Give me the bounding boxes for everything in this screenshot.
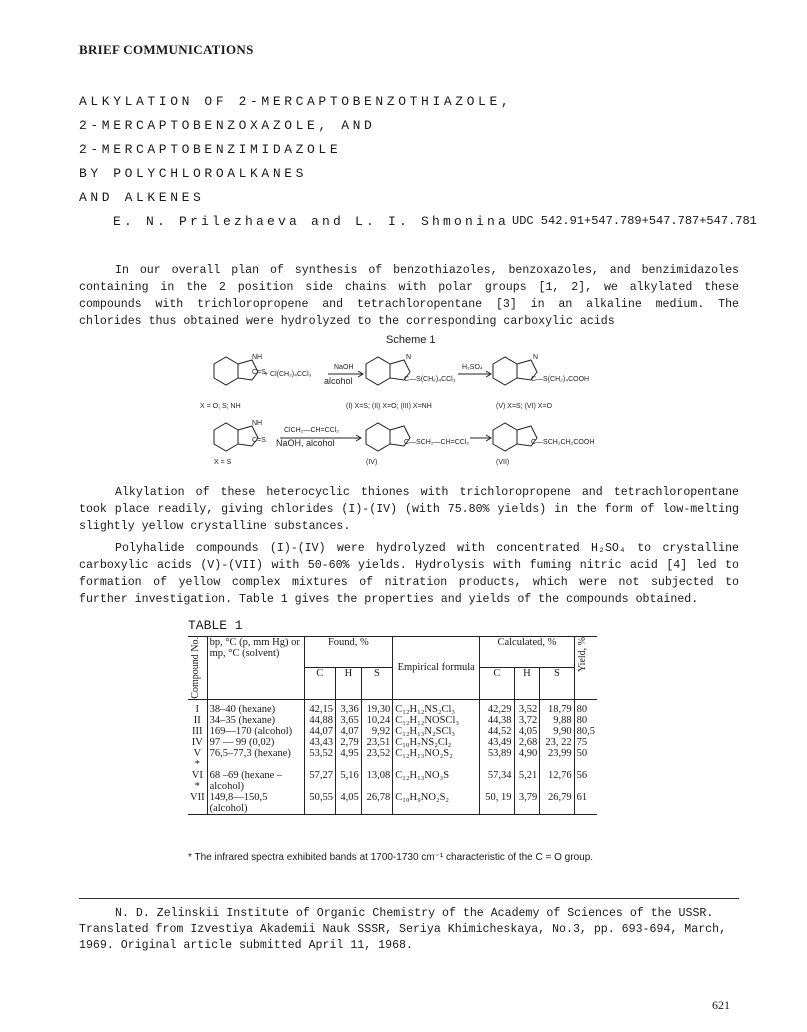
alcohol-label: alcohol (324, 376, 353, 386)
product-2: C—S(CH₂)₄COOH (531, 376, 590, 383)
cell-formula: C₁₂H₁₃N₂SCl₃ (393, 726, 480, 737)
cell-formula: C₁₂H₁₂NOSCl₃ (393, 715, 480, 726)
cell-bp: 38–40 (hexane) (207, 699, 304, 715)
cell-fs: 19,30 (361, 699, 392, 715)
cell-cc: 44,38 (480, 715, 514, 726)
page-number: 621 (712, 998, 730, 1012)
naoh-label: NaOH (334, 364, 354, 371)
paragraph-3: Polyhalide compounds (I)-(IV) were hydrolyzed with concentrated H₂SO₄ to crystalline carboxylic acids (V)-(VII) with 50-60% yields. Hydrolysis with fuming nitric acid [4] led to formation of yellow complex mixtures of nitration products, which were not subjected to further investigation. Table 1 gives the properties and yields of the compounds obtained. (79, 542, 739, 606)
cell-formula: C₁₀H₉NO₂S₂ (393, 792, 480, 815)
cell-no: III (192, 725, 203, 737)
col-found-c: C (304, 668, 335, 699)
cell-fh: 4,07 (336, 726, 362, 737)
cell-fs: 23,52 (361, 748, 392, 770)
naoh-alcohol-label: NaOH, alcohol (276, 438, 335, 448)
col-found-h: H (336, 668, 362, 699)
nh-label-2: NH (252, 420, 263, 427)
table-footnote: * The infrared spectra exhibited bands at 1700-1730 cm⁻¹ characteristic of the C = O group. (188, 852, 594, 863)
x-note-1: X = O; S; NH (200, 403, 241, 410)
data-table (188, 636, 597, 815)
cell-no: II (193, 714, 201, 726)
cell-fc: 53,52 (304, 748, 335, 770)
title-line-3: 2-MERCAPTOBENZIMIDAZOLE (79, 142, 342, 157)
cell-fh: 4,95 (336, 748, 362, 770)
cell-fh: 2,79 (336, 737, 362, 748)
benzene-ring-1 (214, 357, 238, 385)
cell-fs: 23,51 (361, 737, 392, 748)
title-line-4: BY POLYCHLOROALKANES (79, 166, 308, 181)
product-4: C—SCH₂CH₂COOH (531, 439, 595, 446)
table-row (188, 737, 597, 748)
col-compound: Compound No. (188, 637, 207, 700)
divider (79, 898, 739, 899)
benzene-ring-3 (493, 357, 517, 385)
cell-y: 80 (574, 715, 597, 726)
col-calc-c: C (480, 668, 514, 699)
table-row (188, 726, 597, 737)
body-paragraph-3 (79, 540, 739, 608)
cell-formula: C₁₂H₁₃NO₂S₂ (393, 748, 480, 770)
cell-fh: 3,36 (336, 699, 362, 715)
ids-2: (V) X=S; (VI) X=O (496, 403, 553, 410)
benzene-ring-4 (214, 423, 238, 451)
cell-ch: 4,90 (514, 748, 540, 770)
cell-cc: 44,52 (480, 726, 514, 737)
col-calc-s: S (540, 668, 574, 699)
cell-cs: 26,79 (540, 792, 574, 815)
cs-label-2: C=S (252, 437, 266, 444)
cell-cs: 9,90 (540, 726, 574, 737)
cell-cs: 18,79 (540, 699, 574, 715)
reaction-scheme (200, 352, 600, 472)
affiliation-text: N. D. Zelinskii Institute of Organic Chemistry of the Academy of Sciences of the USSR. Translated from Izvestiya Akademii Nauk SSSR, Seriya Khimicheskaya, No.3, pp. 693-694, March, 1969. Original article submitted April 11, 1968. (79, 907, 727, 952)
cell-bp: 34–35 (hexane) (207, 715, 304, 726)
product-1: C—S(CH₂)₄CCl₃ (404, 376, 456, 383)
cell-y: 50 (574, 748, 597, 770)
ids-1: (I) X=S; (II) X=O; (III) X=NH (346, 403, 432, 410)
cell-y: 61 (574, 792, 597, 815)
cell-formula: C₁₂H₁₃NO₃S (393, 770, 480, 792)
cell-bp: 76,5–77,3 (hexane) (207, 748, 304, 770)
section-header: BRIEF COMMUNICATIONS (79, 42, 254, 57)
cell-ch: 3,52 (514, 699, 540, 715)
cell-formula: C₁₂H₁₂NS₂Cl₃ (393, 699, 480, 715)
cell-cc: 42,29 (480, 699, 514, 715)
benzene-ring-5 (366, 423, 390, 451)
table-row (188, 792, 597, 815)
cell-fc: 57,27 (304, 770, 335, 792)
cell-fc: 43,43 (304, 737, 335, 748)
x-note-2: X = S (214, 459, 232, 466)
cell-y: 56 (574, 770, 597, 792)
cell-cs: 9,88 (540, 715, 574, 726)
cell-no: IV (191, 736, 203, 748)
cell-cs: 23, 22 (540, 737, 574, 748)
cell-cc: 53,89 (480, 748, 514, 770)
cell-bp: 68 –69 (hexane – alcohol) (207, 770, 304, 792)
table-row (188, 748, 597, 770)
cell-fc: 44,88 (304, 715, 335, 726)
cell-bp: 149,8—150,5 (alcohol) (207, 792, 304, 815)
title-line-2: 2-MERCAPTOBENZOXAZOLE, AND (79, 118, 376, 133)
title-line-1: ALKYLATION OF 2-MERCAPTOBENZOTHIAZOLE, (79, 94, 513, 109)
benzene-ring-2 (366, 357, 390, 385)
cell-fs: 13,08 (361, 770, 392, 792)
cell-ch: 3,72 (514, 715, 540, 726)
cell-no: I (195, 703, 200, 715)
cell-cs: 12,76 (540, 770, 574, 792)
table-body (188, 699, 597, 814)
n-label-2: N (533, 354, 539, 361)
cell-formula: C₁₀H₇NS₂Cl₂ (393, 737, 480, 748)
cell-fh: 4,05 (336, 792, 362, 815)
cell-ch: 2,68 (514, 737, 540, 748)
nh-label: NH (252, 354, 263, 361)
cell-ch: 3,79 (514, 792, 540, 815)
intro-paragraph (79, 262, 739, 330)
col-found: Found, % (304, 637, 393, 668)
title-line-5: AND ALKENES (79, 190, 205, 205)
table-row (188, 699, 597, 715)
cell-fs: 26,78 (361, 792, 392, 815)
col-calc-h: H (514, 668, 540, 699)
cell-y: 80 (574, 699, 597, 715)
h2so4-label: H₂SO₄ (462, 364, 483, 371)
cell-fh: 3,65 (336, 715, 362, 726)
cell-cc: 57,34 (480, 770, 514, 792)
cell-fh: 5,16 (336, 770, 362, 792)
authors: E. N. Prilezhaeva and L. I. Shmonina (113, 214, 510, 229)
body-paragraph-2 (79, 484, 739, 535)
cell-bp: 97 — 99 (0,02) (207, 737, 304, 748)
product-3: C—SCH₂—CH=CCl₂ (404, 439, 470, 446)
id-vii: (VII) (496, 459, 510, 466)
udc-code: UDC 542.91+547.789+547.787+547.781 (512, 214, 757, 228)
table-row (188, 715, 597, 726)
cell-fs: 10,24 (361, 715, 392, 726)
reagent-1: + Cl(CH₂)₄CCl₃ (264, 371, 312, 378)
id-iv: (IV) (366, 459, 378, 466)
cell-cs: 23,99 (540, 748, 574, 770)
cell-fc: 42,15 (304, 699, 335, 715)
cell-fc: 50,55 (304, 792, 335, 815)
cell-ch: 5,21 (514, 770, 540, 792)
cell-bp: 169—170 (alcohol) (207, 726, 304, 737)
cell-fs: 9,92 (361, 726, 392, 737)
cell-no: V * (193, 747, 202, 770)
col-bp: bp, °C (p, mm Hg) or mp, °C (solvent) (207, 637, 304, 700)
cell-no: VI * (191, 769, 203, 792)
col-found-s: S (361, 668, 392, 699)
table-row (188, 770, 597, 792)
scheme-label: Scheme 1 (386, 334, 436, 346)
table-title: TABLE 1 (188, 618, 243, 633)
cell-y: 80,5 (574, 726, 597, 737)
paragraph-2: Alkylation of these heterocyclic thiones with trichloropropene and tetrachloropentane took place readily, giving chlorides (I)-(IV) (with 75.80% yields) in the form of low-melting slightly yellow crystalline substances. (79, 486, 739, 533)
n-label-1: N (406, 354, 412, 361)
cs-label: C=S (252, 369, 266, 376)
paragraph-1: In our overall plan of synthesis of benzothiazoles, benzoxazoles, and benzimidazoles containing in the 2 position side chains with polar groups [1, 2], we alkylated these compounds with trichloropropene and tetrachloropentane [3] in an alkaline medium. The chlorides thus obtained were hydrolyzed to the corresponding carboxylic acids (79, 264, 739, 328)
col-yield: Yield, % (574, 637, 597, 700)
cell-no: VII (188, 792, 207, 815)
col-calc: Calculated, % (480, 637, 574, 668)
col-formula: Empirical formula (393, 637, 480, 700)
cell-ch: 4,05 (514, 726, 540, 737)
cell-cc: 43,49 (480, 737, 514, 748)
affiliation (79, 906, 741, 954)
benzene-ring-6 (493, 423, 517, 451)
cell-cc: 50, 19 (480, 792, 514, 815)
cell-fc: 44,07 (304, 726, 335, 737)
reagent-2: ClCH₂—CH=CCl₂ (284, 427, 340, 434)
cell-y: 75 (574, 737, 597, 748)
